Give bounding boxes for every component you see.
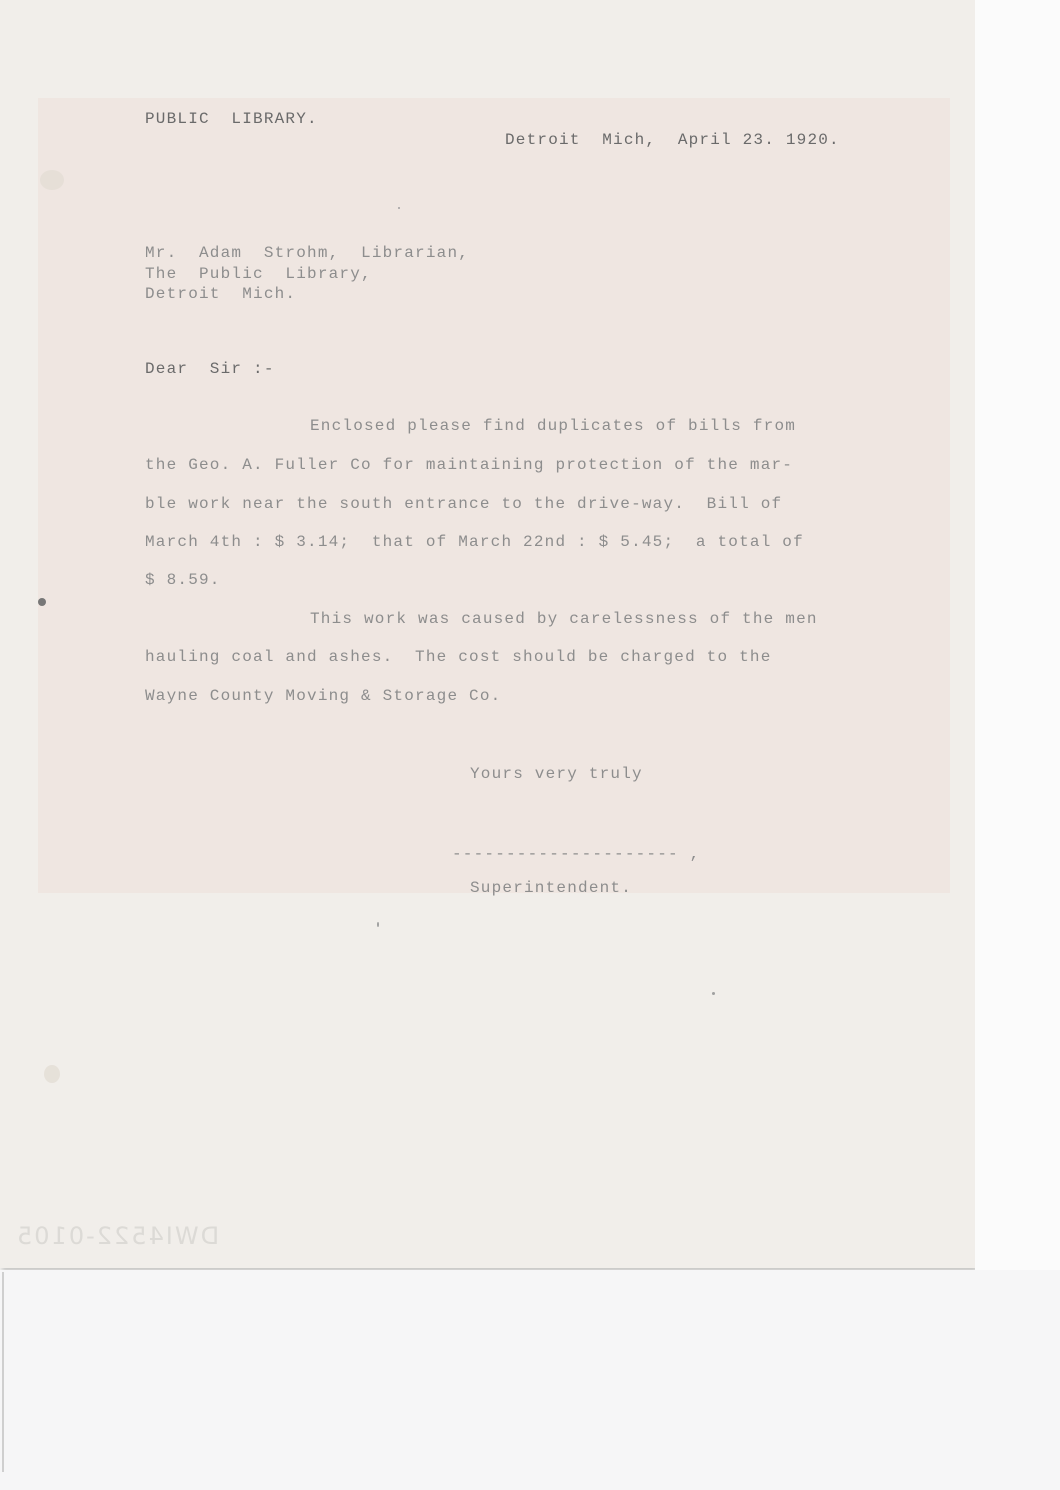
scan-margin-bottom: [0, 1270, 1060, 1490]
letterhead: PUBLIC LIBRARY.: [145, 110, 318, 128]
paper-blemish: [40, 170, 64, 190]
salutation: Dear Sir :-: [145, 360, 275, 378]
address-line: Detroit Mich.: [145, 285, 297, 303]
paper-speck: [377, 922, 379, 927]
address-line: Mr. Adam Strohm, Librarian,: [145, 244, 470, 262]
archive-stamp: DWI4522-0105: [15, 1222, 220, 1250]
dateline: Detroit Mich, April 23. 1920.: [505, 131, 840, 149]
body-line: This work was caused by carelessness of the men: [310, 610, 818, 628]
paper-speck: [398, 207, 400, 209]
body-line: March 4th : $ 3.14; that of March 22nd : $ 5.45; a total of: [145, 533, 804, 551]
body-line: $ 8.59.: [145, 571, 221, 589]
body-line: Enclosed please find duplicates of bills from: [310, 417, 797, 435]
body-line: Wayne County Moving & Storage Co.: [145, 687, 502, 705]
page-edge-line: [2, 1272, 4, 1472]
address-line: The Public Library,: [145, 265, 372, 283]
scan-margin-right: [975, 0, 1060, 1270]
closing: Yours very truly: [470, 765, 643, 783]
paper-speck: [712, 992, 715, 995]
body-line: the Geo. A. Fuller Co for maintaining protection of the mar-: [145, 456, 794, 474]
body-line: hauling coal and ashes. The cost should be charged to the: [145, 648, 772, 666]
body-line: ble work near the south entrance to the drive-way. Bill of: [145, 495, 783, 513]
paper-blemish: [44, 1065, 60, 1083]
paper-speck: [38, 598, 46, 606]
signature-title: Superintendent.: [470, 879, 633, 897]
signature-line: --------------------- ,: [452, 845, 701, 863]
